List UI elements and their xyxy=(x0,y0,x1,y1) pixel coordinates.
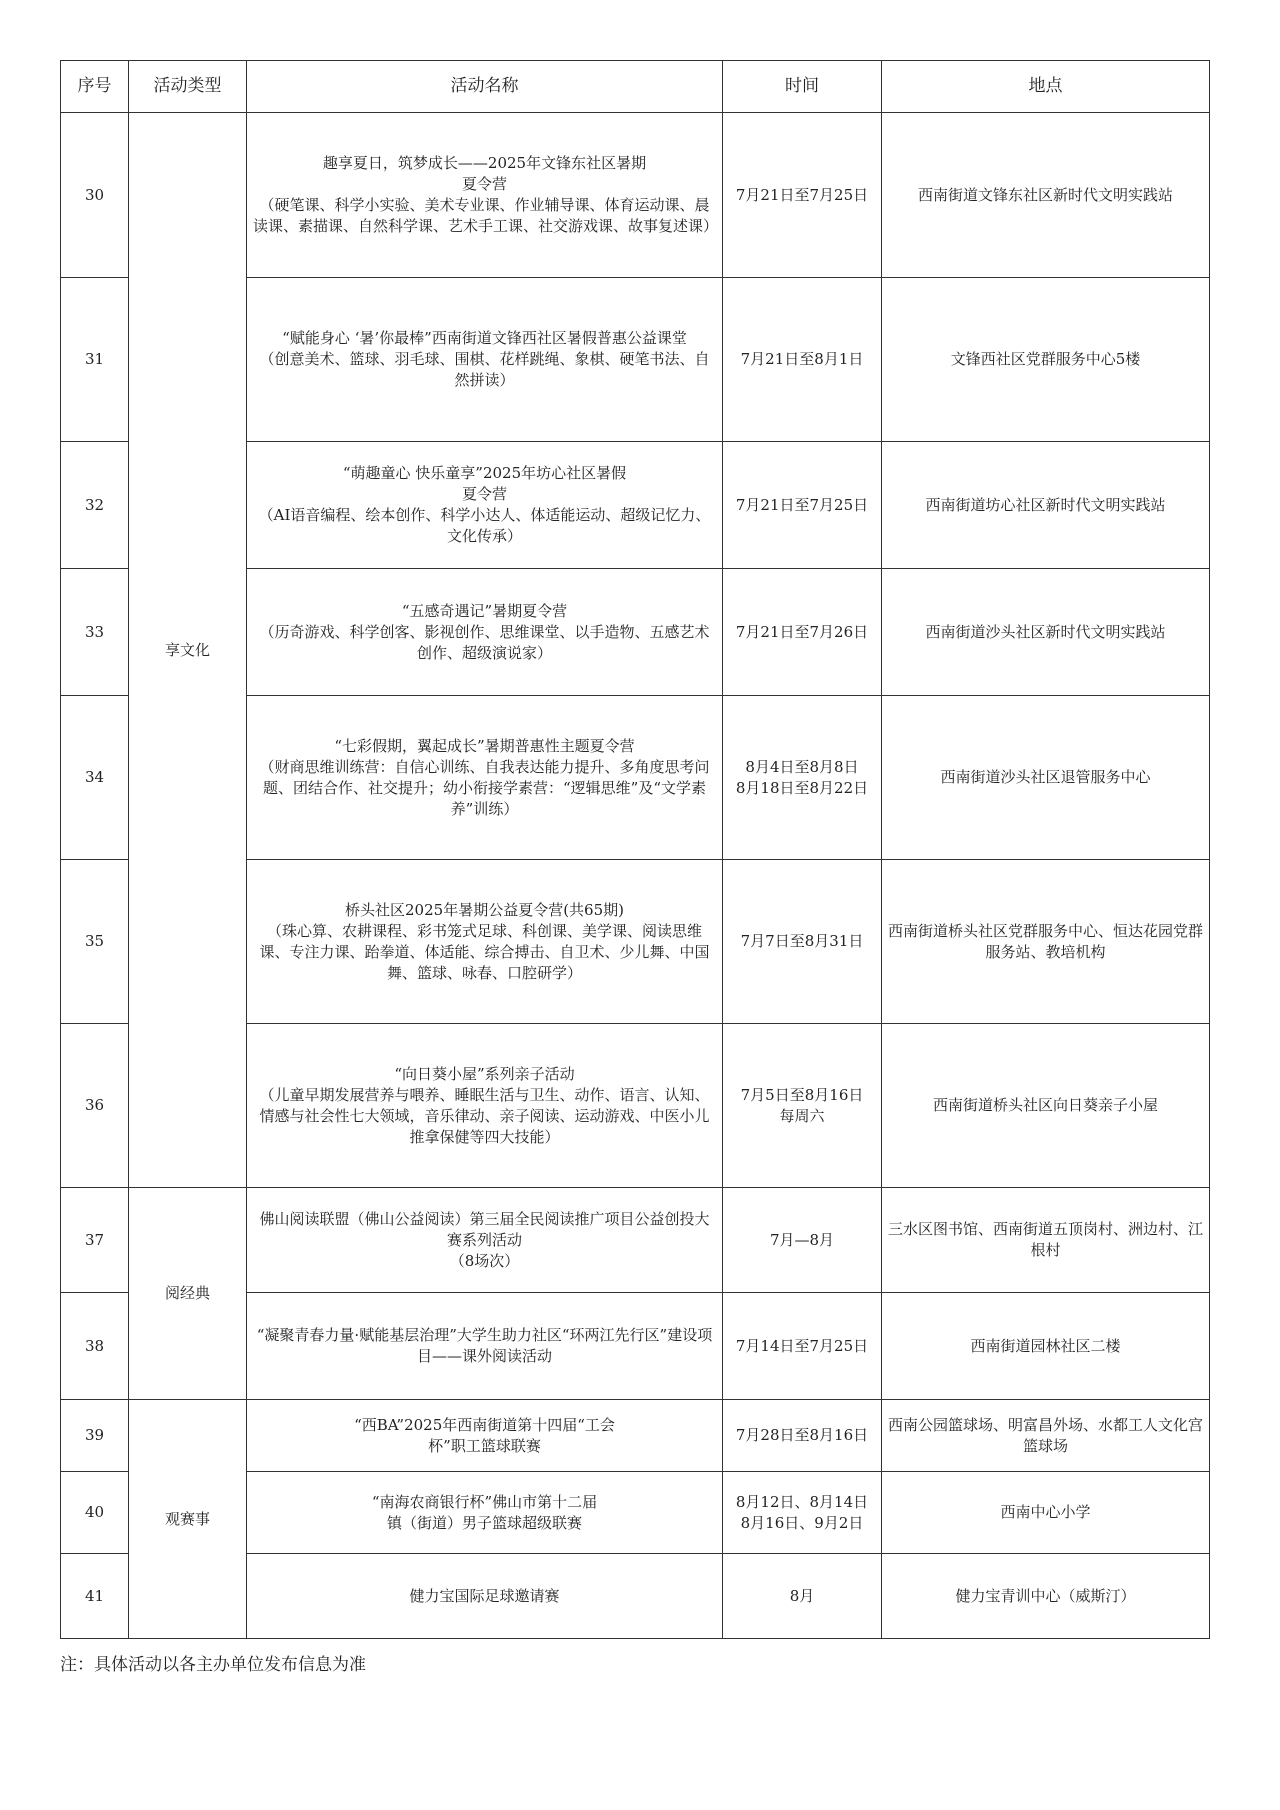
activity-time xyxy=(723,1554,882,1639)
activity-place: 健力宝青训中心（威斯汀） xyxy=(882,1554,1210,1639)
activity-name-line: （8场次） xyxy=(449,1251,520,1270)
activity-name-line: 健力宝国际足球邀请赛 xyxy=(409,1586,560,1605)
time-line: 8月18日至8月22日 xyxy=(735,778,869,797)
time-line: 7月—8月 xyxy=(769,1230,835,1249)
time-line: 7月28日至8月16日 xyxy=(735,1426,869,1444)
row-number: 41 xyxy=(61,1554,129,1639)
activity-name xyxy=(247,1293,723,1400)
activity-place: 西南公园篮球场、明富昌外场、水都工人文化宫篮球场 xyxy=(882,1400,1210,1472)
activity-name-line: （珠心算、农耕课程、彩书笼式足球、科创课、美学课、阅读思维课、专注力课、跆拳道、体适能、综合搏击、自卫术、少儿舞、中国舞、篮球、咏春、口腔研学） xyxy=(259,921,710,982)
activity-name-line: “南海农商银行杯”佛山市第十二届 xyxy=(371,1492,598,1511)
activity-time xyxy=(723,1400,882,1472)
activity-name-line: “五感奇遇记”暑期夏令营 xyxy=(401,601,568,620)
table-row xyxy=(61,1400,1210,1472)
time-line: 7月21日至7月25日 xyxy=(735,495,869,514)
row-number: 34 xyxy=(61,696,129,860)
activity-place: 西南中心小学 xyxy=(882,1472,1210,1554)
activity-name xyxy=(247,1400,723,1472)
activity-time xyxy=(723,696,882,860)
activity-name-line: “七彩假期，翼起成长”暑期普惠性主题夏令营 xyxy=(334,736,635,755)
activity-name-line: “西BA”2025年西南街道第十四届“工会 xyxy=(354,1415,615,1434)
table-row xyxy=(61,1188,1210,1293)
activity-name-line: 夏令营 xyxy=(461,485,507,503)
footnote: 注：具体活动以各主办单位发布信息为准 xyxy=(60,1655,366,1675)
activity-time xyxy=(723,569,882,696)
activity-time xyxy=(723,278,882,442)
activity-place: 西南街道沙头社区新时代文明实践站 xyxy=(882,569,1210,696)
time-line: 7月21日至8月1日 xyxy=(740,350,864,368)
time-line: 7月5日至8月16日 xyxy=(740,1085,864,1104)
row-number: 31 xyxy=(61,278,129,442)
activity-place: 文锋西社区党群服务中心5楼 xyxy=(882,278,1210,442)
time-line: 8月16日、9月2日 xyxy=(740,1513,864,1532)
row-number: 32 xyxy=(61,442,129,569)
activity-place: 西南街道文锋东社区新时代文明实践站 xyxy=(882,113,1210,278)
activity-name xyxy=(247,1024,723,1188)
time-line: 8月12日、8月14日 xyxy=(735,1492,869,1511)
activity-name-line: “萌趣童心 快乐童享”2025年坊心社区暑假 xyxy=(342,464,627,482)
time-line: 7月21日至7月26日 xyxy=(735,622,869,641)
header-row xyxy=(61,61,1210,113)
category-reading: 阅经典 xyxy=(129,1188,247,1400)
activity-place: 西南街道坊心社区新时代文明实践站 xyxy=(882,442,1210,569)
row-number: 33 xyxy=(61,569,129,696)
activity-time xyxy=(723,113,882,278)
row-number: 37 xyxy=(61,1188,129,1293)
row-number: 39 xyxy=(61,1400,129,1472)
activity-time xyxy=(723,1024,882,1188)
row-number: 40 xyxy=(61,1472,129,1554)
activity-name-line: 桥头社区2025年暑期公益夏令营(共65期) xyxy=(345,900,624,919)
category-sports: 观赛事 xyxy=(129,1400,247,1639)
table-row xyxy=(61,113,1210,278)
activity-time xyxy=(723,1293,882,1400)
activity-name xyxy=(247,278,723,442)
row-number: 35 xyxy=(61,860,129,1024)
activity-name xyxy=(247,1188,723,1293)
row-number: 36 xyxy=(61,1024,129,1188)
time-line: 7月21日至7月25日 xyxy=(735,185,869,204)
header-name: 活动名称 xyxy=(247,61,723,113)
activity-name xyxy=(247,860,723,1024)
activity-name xyxy=(247,1472,723,1554)
activity-name xyxy=(247,569,723,696)
time-line: 7月14日至7月25日 xyxy=(735,1336,869,1355)
activity-name-line: 镇（街道）男子篮球超级联赛 xyxy=(386,1513,582,1532)
header-no: 序号 xyxy=(61,61,129,113)
activity-time xyxy=(723,1188,882,1293)
header-place: 地点 xyxy=(882,61,1210,113)
activity-table xyxy=(60,60,1210,1639)
activity-time xyxy=(723,442,882,569)
activity-name-line: “向日葵小屋”系列亲子活动 xyxy=(394,1064,575,1083)
activity-place: 西南街道沙头社区退管服务中心 xyxy=(882,696,1210,860)
row-number: 38 xyxy=(61,1293,129,1400)
activity-name-line: （财商思维训练营：自信心训练、自我表达能力提升、多角度思考问题、团结合作、社交提升；幼小衔接学素营：“逻辑思维”及“文学素养”训练） xyxy=(259,757,710,818)
activity-place: 西南街道园林社区二楼 xyxy=(882,1293,1210,1400)
activity-name-line: （儿童早期发展营养与喂养、睡眠生活与卫生、动作、语言、认知、情感与社会性七大领域，音乐律动、亲子阅读、运动游戏、中医小儿推拿保健等四大技能） xyxy=(259,1085,710,1146)
time-line: 7月7日至8月31日 xyxy=(740,932,864,950)
activity-name-line: （AI语音编程、绘本创作、科学小达人、体适能运动、超级记忆力、文化传承） xyxy=(258,506,711,545)
row-number: 30 xyxy=(61,113,129,278)
time-line: 8月4日至8月8日 xyxy=(745,757,859,776)
activity-name-line: 佛山阅读联盟（佛山公益阅读）第三届全民阅读推广项目公益创投大赛系列活动 xyxy=(259,1209,710,1249)
activity-name xyxy=(247,442,723,569)
activity-name-line: （硬笔课、科学小实验、美术专业课、作业辅导课、体育运动课、晨读课、素描课、自然科学课、艺术手工课、社交游戏课、故事复述课） xyxy=(253,196,719,235)
activity-name-line: 杯”职工篮球联赛 xyxy=(428,1436,541,1455)
category-culture: 享文化 xyxy=(129,113,247,1188)
activity-time xyxy=(723,1472,882,1554)
header-type: 活动类型 xyxy=(129,61,247,113)
activity-name-line: “赋能身心 ‘暑’你最棒”西南街道文锋西社区暑假普惠公益课堂 xyxy=(282,329,687,347)
activity-place: 西南街道桥头社区向日葵亲子小屋 xyxy=(882,1024,1210,1188)
activity-name-line: 趣享夏日，筑梦成长——2025年文锋东社区暑期 xyxy=(322,154,647,172)
activity-name xyxy=(247,113,723,278)
activity-name-line: （创意美术、篮球、羽毛球、围棋、花样跳绳、象棋、硬笔书法、自然拼读） xyxy=(259,350,710,389)
time-line: 8月 xyxy=(789,1586,815,1605)
activity-name xyxy=(247,696,723,860)
header-time: 时间 xyxy=(723,61,882,113)
activity-name xyxy=(247,1554,723,1639)
activity-name-line: “凝聚青春力量·赋能基层治理”大学生助力社区“环两江先行区”建设项目——课外阅读活动 xyxy=(256,1326,713,1365)
time-line: 每周六 xyxy=(779,1106,825,1125)
activity-name-line: （历奇游戏、科学创客、影视创作、思维课堂、以手造物、五感艺术创作、超级演说家） xyxy=(259,622,710,662)
activity-place: 西南街道桥头社区党群服务中心、恒达花园党群服务站、教培机构 xyxy=(882,860,1210,1024)
activity-time xyxy=(723,860,882,1024)
activity-place: 三水区图书馆、西南街道五顶岗村、洲边村、江根村 xyxy=(882,1188,1210,1293)
activity-name-line: 夏令营 xyxy=(461,175,507,193)
